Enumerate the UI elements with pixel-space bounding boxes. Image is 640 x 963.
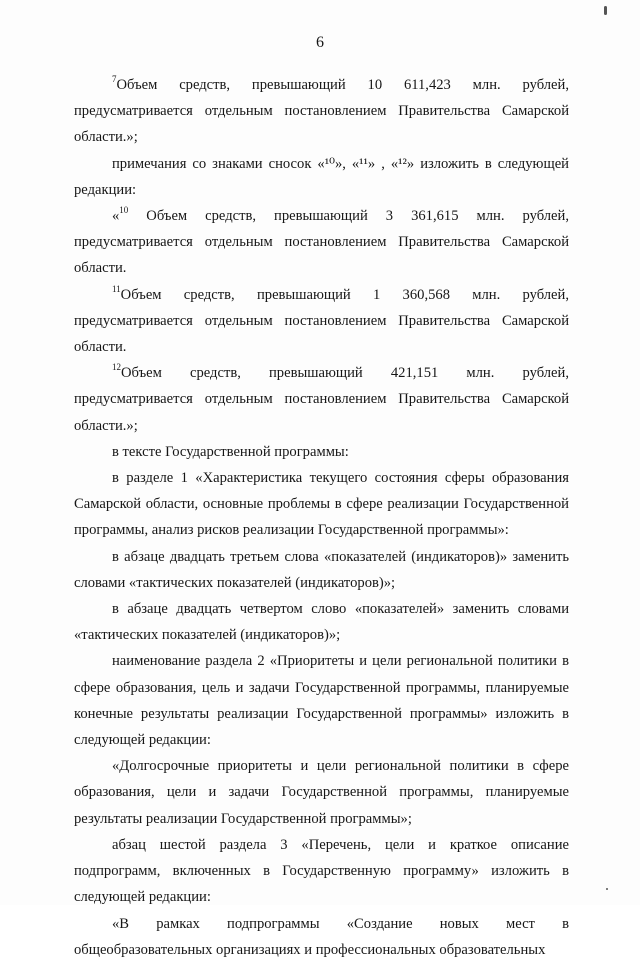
paragraph-section-3: абзац шестой раздела 3 «Перечень, цели и краткое описание подпрограмм, включенных в Государственную программу» изложить в следующей редакции: [74, 836, 569, 906]
paragraph-abzac-24: в абзаце двадцать четвертом слово «показателей» заменить словами «тактических показателей (индикаторов)»; [74, 601, 569, 644]
page-number: 6 [316, 34, 324, 51]
scan-speck [604, 6, 607, 15]
paragraph-notes-intro: примечания со знаками сносок «¹⁰», «¹¹» , «¹²» изложить в следующей редакции: [74, 155, 569, 198]
paragraph-program-text: в тексте Государственной программы: [112, 443, 349, 460]
paragraph-abzac-23: в абзаце двадцать третьем слова «показателей (индикаторов)» заменить словами «тактических показателей (индикаторов)»; [74, 548, 569, 591]
paragraph-section-2-title: наименование раздела 2 «Приоритеты и цели региональной политики в сфере образования, цель и задачи Государственной программы, планируемые конечные результаты реализации Государственной программы» изложить в следующей редакции: [74, 653, 569, 749]
paragraph-footnote-11: $^{11}$Объем средств, превышающий 1 360,568 млн. рублей, предусматривается отдельным постановлением Правительства Самарской области. [74, 283, 569, 356]
document-body [74, 72, 569, 963]
paragraph-footnote-10: «$^{10}$ Объем средств, превышающий 3 361,615 млн. рублей, предусматривается отдельным постановлением Правительства Самарской области. [74, 205, 569, 277]
paragraph-section-2-new-title: «Долгосрочные приоритеты и цели региональной политики в сфере образования, цели и задачи Государственной программы, планируемые результаты реализации Государственной программы»; [74, 758, 569, 827]
paragraph-footnote-7: $^7$Объем средств, превышающий 10 611,423 млн. рублей, предусматривается отдельным постановлением Правительства Самарской области.»; [74, 74, 569, 146]
footnote-marker: 11 [112, 283, 121, 294]
footnote-marker: 12 [112, 362, 121, 373]
paragraph-subprogram: «В рамках подпрограммы «Создание новых мест в общеобразовательных организациях и профессиональных образовательных [74, 915, 569, 958]
scan-speck [606, 888, 608, 890]
paragraph-section-1: в разделе 1 «Характеристика текущего состояния сферы образования Самарской области, основные проблемы в сфере реализации Государственной программы, анализ рисков реализации Государственной программы»: [74, 470, 569, 539]
paragraph-footnote-12: $^{12}$Объем средств, превышающий 421,151 млн. рублей, предусматривается отдельным постановлением Правительства Самарской области.»; [74, 362, 569, 434]
footnote-marker: 7 [112, 74, 117, 85]
footnote-marker: 10 [119, 205, 129, 216]
